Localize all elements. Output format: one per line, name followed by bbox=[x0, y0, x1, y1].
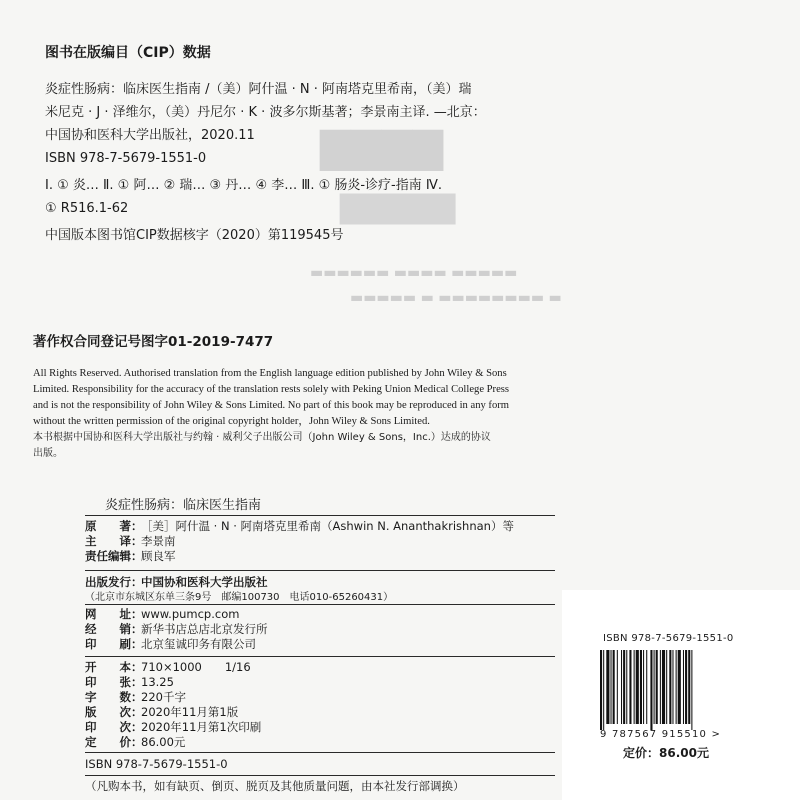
cip-line: 中国版本图书馆CIP数据核字（2020）第119545号 bbox=[45, 228, 344, 243]
barcode-bar bbox=[640, 650, 642, 724]
rights-line: All Rights Reserved. Authorised translation from the English language edition published by John Wiley & Sons bbox=[33, 368, 507, 379]
spec-label: 开 本： bbox=[85, 660, 143, 674]
spec-label: 字 数： bbox=[85, 690, 143, 704]
rights-line: Limited. Responsibility for the accuracy of the translation rests solely with Peking Union Medical College Press bbox=[33, 384, 510, 395]
spec-row bbox=[85, 690, 555, 705]
cip-line: ISBN 978-7-5679-1551-0 bbox=[45, 151, 207, 166]
barcode-isbn: ISBN 978-7-5679-1551-0 bbox=[603, 633, 734, 644]
credit-row bbox=[85, 534, 555, 549]
cip-line: 炎症性肠病：临床医生指南 /（美）阿什温 · N · 阿南塔克里希南，（美）瑞 bbox=[45, 82, 472, 97]
credit-value: 顾良军 bbox=[141, 549, 176, 563]
barcode-bar bbox=[678, 650, 681, 724]
spec-value: 86.00元 bbox=[141, 735, 186, 749]
barcode-bar bbox=[617, 650, 618, 724]
cip-line: 中国协和医科大学出版社，2020.11 bbox=[45, 128, 255, 143]
divider bbox=[85, 604, 555, 605]
barcode-bar bbox=[691, 650, 692, 730]
cip-heading: 图书在版编目（CIP）数据 bbox=[45, 45, 211, 61]
barcode-bar bbox=[669, 650, 671, 724]
spec-label: 定 价： bbox=[85, 735, 143, 749]
publisher-name: 中国协和医科大学出版社 bbox=[141, 575, 268, 589]
distribution-row bbox=[85, 637, 555, 652]
barcode-bar bbox=[621, 650, 622, 724]
distribution-value: 北京玺诚印务有限公司 bbox=[141, 637, 256, 651]
barcode-bar bbox=[611, 650, 612, 724]
spec-label: 印 次： bbox=[85, 720, 143, 734]
publisher-block bbox=[85, 575, 555, 605]
publisher-address: （北京市东城区东单三条9号 邮编100730 电话010-65260431） bbox=[85, 592, 394, 603]
isbn-footer: ISBN 978-7-5679-1551-0 bbox=[85, 757, 228, 771]
barcode-bar bbox=[654, 650, 655, 724]
barcode-bar bbox=[676, 650, 677, 724]
barcode-bar bbox=[688, 650, 690, 724]
spec-row bbox=[85, 735, 555, 750]
spec-row bbox=[85, 675, 555, 690]
divider bbox=[85, 656, 555, 657]
copyright-registration: 著作权合同登记号图字01-2019-7477 bbox=[33, 334, 274, 350]
credit-row bbox=[85, 549, 555, 564]
quality-notice: （凡购本书，如有缺页、倒页、脱页及其他质量问题，由本社发行部调换） bbox=[85, 779, 465, 793]
cip-data-block bbox=[45, 78, 755, 247]
show-through-decoration: ▇▇▇▇ bbox=[320, 125, 444, 171]
credit-label: 主 译： bbox=[85, 534, 143, 548]
spec-value: 710×1000 1/16 bbox=[141, 660, 251, 674]
barcode-bar bbox=[683, 650, 684, 724]
barcode-bars bbox=[600, 650, 738, 730]
spec-row bbox=[85, 705, 555, 720]
publisher-address-row bbox=[85, 590, 555, 605]
colophon-book-title: 炎症性肠病：临床医生指南 bbox=[105, 498, 262, 513]
show-through-decoration: ▬ ▬▬▬▬▬▬▬▬ ▬ ▬▬▬▬▬ bbox=[350, 290, 562, 306]
credit-label: 原 著： bbox=[85, 519, 143, 533]
barcode-bar bbox=[626, 650, 627, 724]
rights-line-cn: 本书根据中国协和医科大学出版社与约翰 · 威利父子出版公司（John Wiley & Sons，Inc.）达成的协议 bbox=[33, 432, 491, 443]
credit-label: 责任编辑： bbox=[85, 549, 143, 563]
rights-line-cn: 出版。 bbox=[33, 448, 63, 459]
barcode-bar bbox=[636, 650, 639, 724]
website-link[interactable]: www.pumcp.com bbox=[141, 607, 240, 621]
rights-statement bbox=[33, 366, 753, 462]
barcode-bar bbox=[666, 650, 667, 724]
barcode-bar bbox=[643, 650, 644, 724]
distribution-value: 新华书店总店北京发行所 bbox=[141, 622, 268, 636]
rights-line: without the written permission of the original copyright holder，John Wiley & Sons Limited. bbox=[33, 416, 430, 427]
publisher-row bbox=[85, 575, 555, 590]
spec-row bbox=[85, 660, 555, 675]
barcode-bar bbox=[606, 650, 609, 724]
credit-value: 李景南 bbox=[141, 534, 176, 548]
divider bbox=[85, 775, 555, 776]
barcode-bar bbox=[623, 650, 625, 724]
distribution-block bbox=[85, 607, 555, 652]
distribution-label: 经 销： bbox=[85, 622, 143, 636]
barcode-digits: 9 787567 915510 > bbox=[600, 729, 722, 740]
barcode-bar bbox=[672, 650, 673, 724]
credit-value: ［美］阿什温 · N · 阿南塔克里希南（Ashwin N. Ananthakrishnan）等 bbox=[141, 519, 514, 533]
rights-line: and is not the responsibility of John Wiley & Sons Limited. No part of this book may be reproduced in any form bbox=[33, 400, 510, 411]
credit-row bbox=[85, 519, 555, 534]
barcode-bar bbox=[660, 650, 661, 724]
publisher-label: 出版发行： bbox=[85, 575, 143, 589]
spec-value: 2020年11月第1版 bbox=[141, 705, 239, 719]
spec-label: 版 次： bbox=[85, 705, 143, 719]
barcode-bar bbox=[603, 650, 604, 730]
cip-line: ① R516.1-62 bbox=[45, 201, 129, 216]
barcode-bar bbox=[650, 650, 652, 730]
spec-value: 220千字 bbox=[141, 690, 186, 704]
cip-line: 米尼克 · J · 泽维尔，（美）丹尼尔 · K · 波多尔斯基著；李景南主译. —北京： bbox=[45, 105, 486, 120]
distribution-label: 网 址： bbox=[85, 607, 143, 621]
spec-label: 印 张： bbox=[85, 675, 143, 689]
barcode-bar bbox=[662, 650, 665, 724]
spec-value: 2020年11月第1次印刷 bbox=[141, 720, 262, 734]
barcode-bar bbox=[685, 650, 687, 724]
divider bbox=[85, 570, 555, 571]
credits-block bbox=[85, 519, 555, 564]
spec-row bbox=[85, 720, 555, 735]
distribution-row bbox=[85, 622, 555, 637]
barcode-bar bbox=[629, 650, 631, 724]
divider bbox=[85, 515, 555, 516]
spec-value: 13.25 bbox=[141, 675, 174, 689]
distribution-row bbox=[85, 607, 555, 622]
barcode-bar bbox=[656, 650, 658, 724]
specs-block bbox=[85, 660, 555, 750]
barcode-bar bbox=[600, 650, 602, 730]
barcode-price: 定价：86.00元 bbox=[623, 746, 709, 760]
divider bbox=[85, 752, 555, 753]
barcode-bar bbox=[634, 650, 635, 724]
distribution-label: 印 刷： bbox=[85, 637, 143, 651]
barcode-bar bbox=[646, 650, 647, 724]
show-through-decoration: ▇▇▇▇▇ bbox=[340, 190, 456, 225]
show-through-decoration: ▬▬▬▬▬ ▬▬▬▬ ▬▬▬▬▬▬ bbox=[310, 265, 518, 281]
cip-line: I. ① 炎… Ⅱ. ① 阿… ② 瑞… ③ 丹… ④ 李… Ⅲ. ① 肠炎-诊疗-指南 Ⅳ. bbox=[45, 178, 443, 193]
barcode-bar bbox=[613, 650, 615, 724]
